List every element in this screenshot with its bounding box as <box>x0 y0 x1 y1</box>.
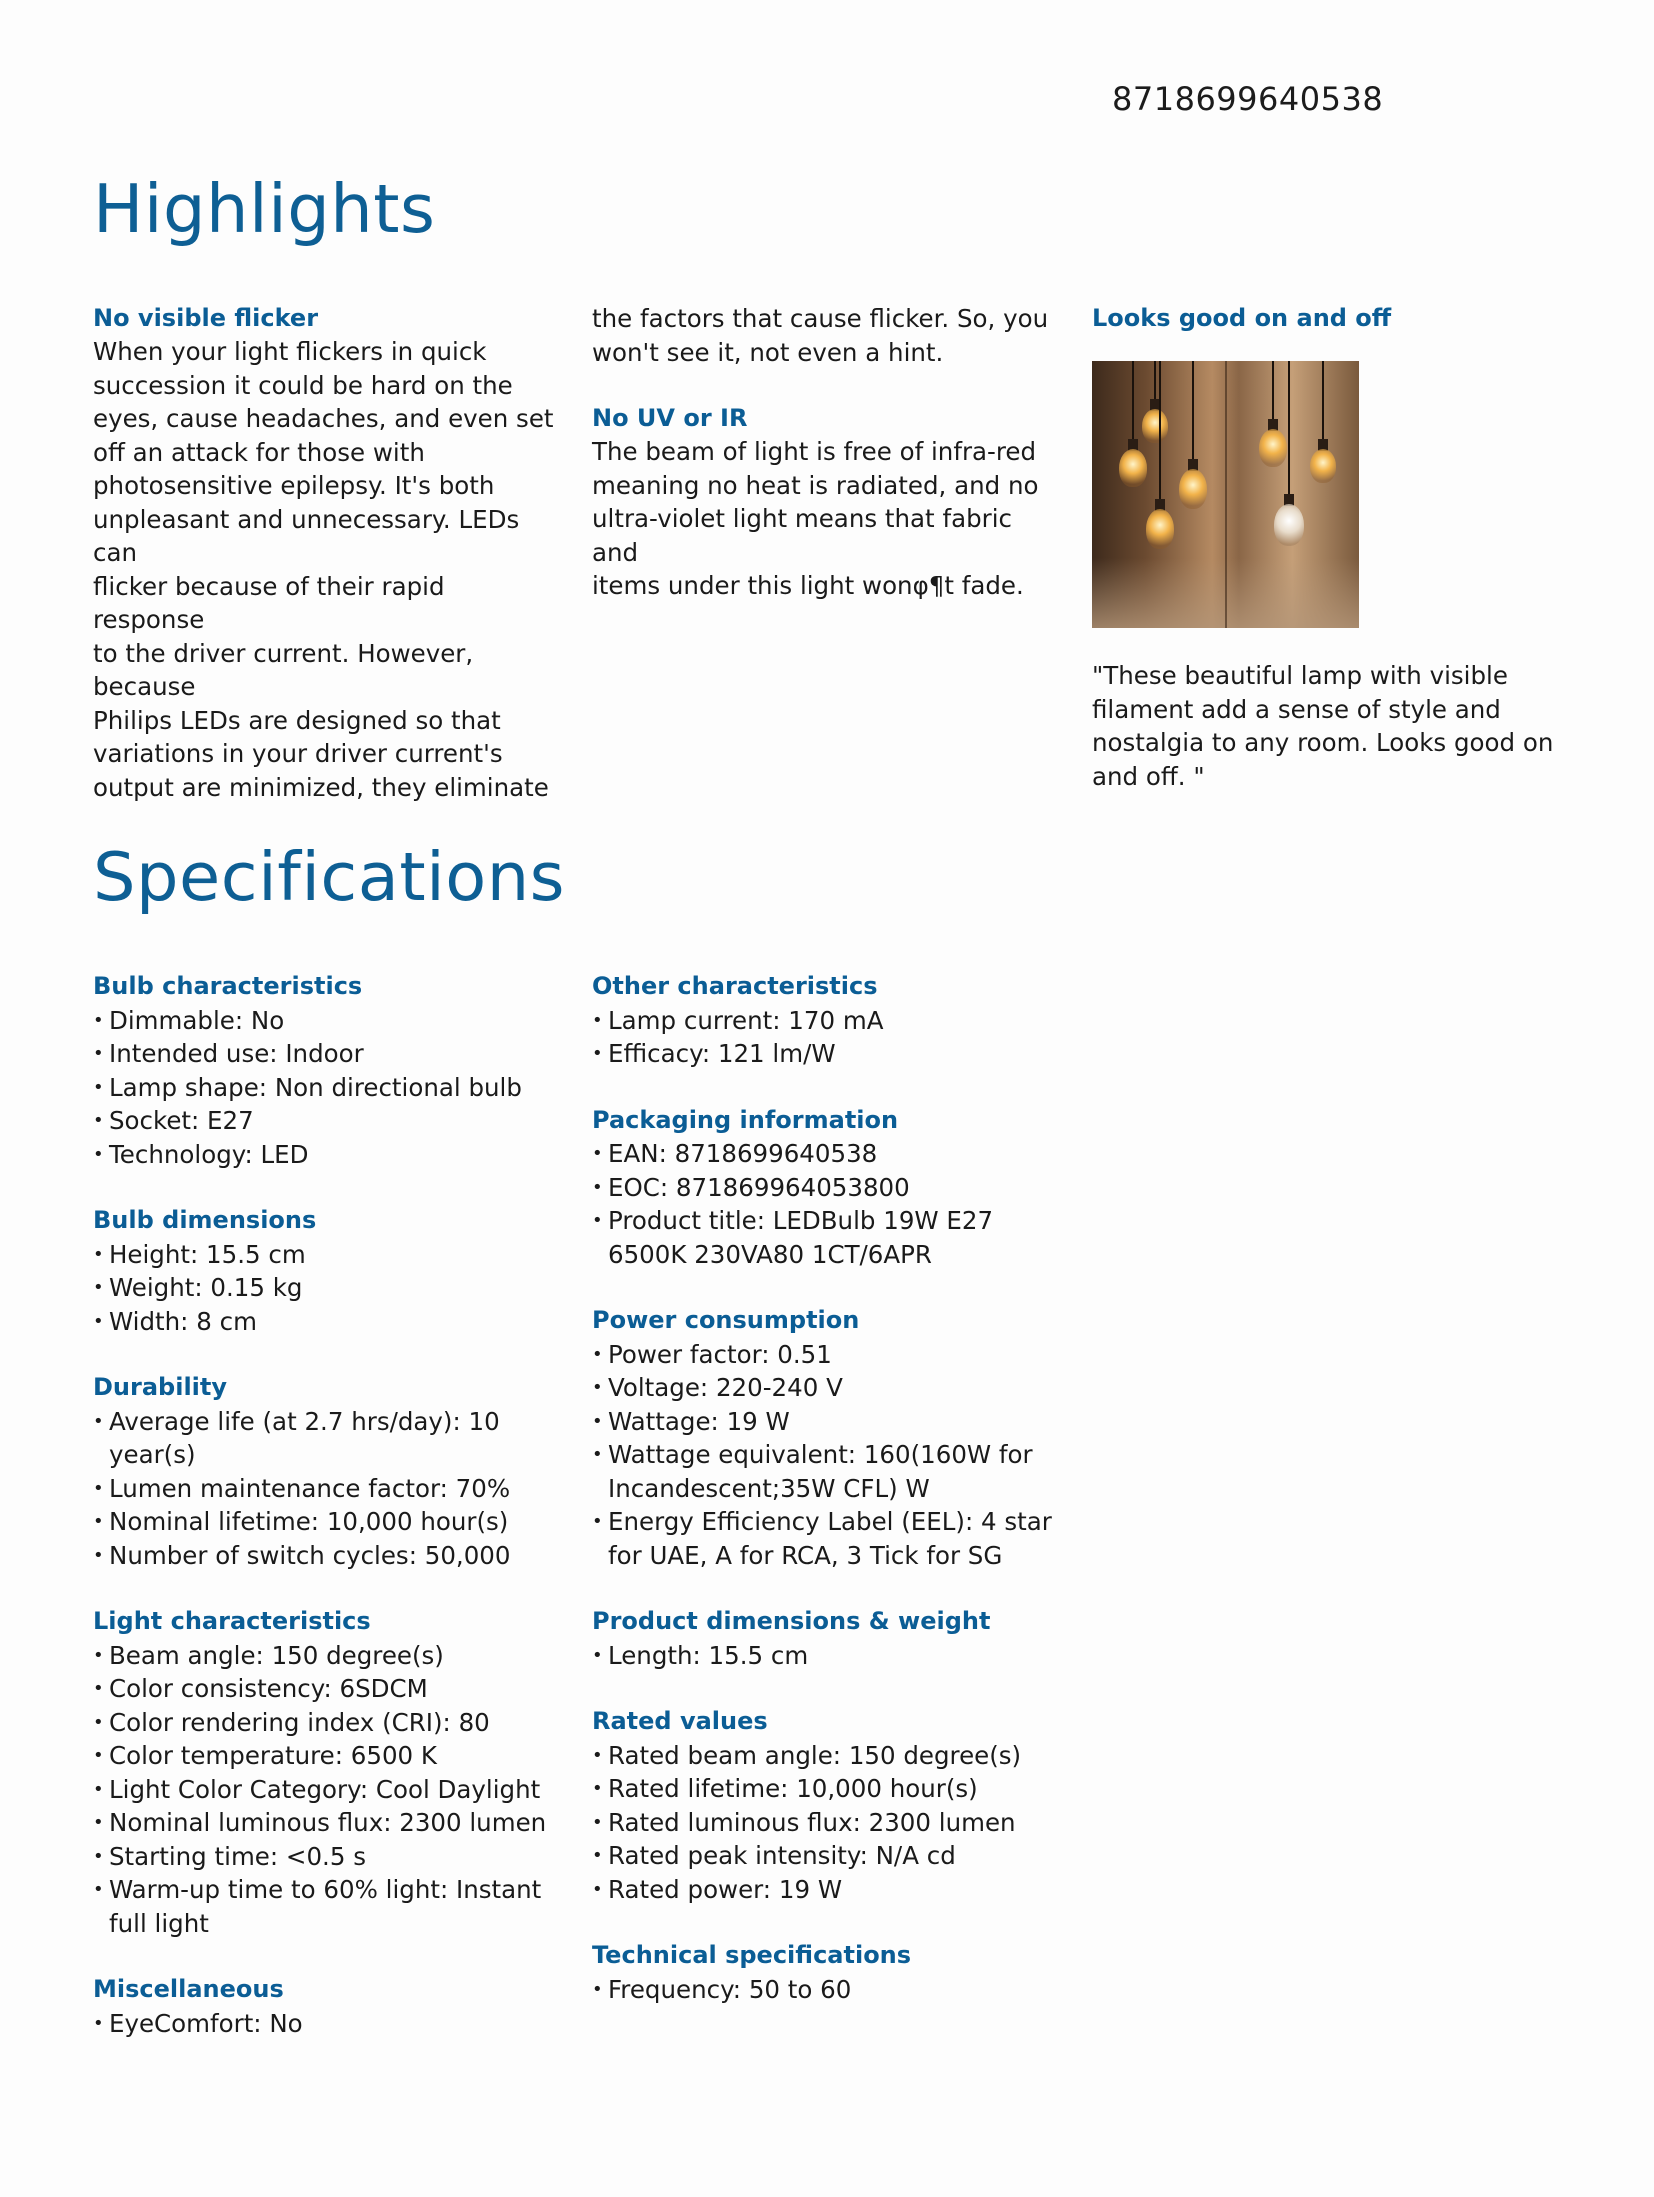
text-line: photosensitive epilepsy. It's both <box>93 471 495 500</box>
text-line: unpleasant and unnecessary. LEDs can <box>93 504 520 567</box>
product-ean: 8718699640538 <box>1112 80 1384 118</box>
specs-right-column <box>592 970 1112 2039</box>
text-line: Philips LEDs are designed so that <box>93 705 501 735</box>
spec-item <box>592 1405 1112 1439</box>
spec-item <box>93 1071 563 1105</box>
text-line: and off. " <box>1092 761 1205 791</box>
spec-item <box>592 1505 1112 1572</box>
pendant-bulbs-photo <box>1092 361 1359 628</box>
spec-group <box>592 1605 1112 1672</box>
spec-item-line: • Average life (at 2.7 hrs/day): 10 <box>109 1406 500 1436</box>
spec-list <box>592 1639 1112 1673</box>
spec-list <box>592 1973 1112 2007</box>
spec-group <box>93 1605 563 1940</box>
highlight-looks <box>1092 302 1562 335</box>
spec-item <box>592 1137 1112 1171</box>
text-line: output are minimized, they eliminate <box>93 772 549 802</box>
spec-item <box>93 1672 563 1706</box>
spec-group <box>592 1304 1112 1572</box>
looks-quote <box>1092 659 1562 793</box>
spec-item <box>93 1138 563 1172</box>
spec-item <box>93 1305 563 1339</box>
spec-item-line: • Socket: E27 <box>109 1106 254 1135</box>
spec-item <box>93 1037 563 1071</box>
spec-group <box>93 1204 563 1338</box>
spec-group <box>592 1705 1112 1906</box>
text-line: When your light flickers in quick <box>93 337 487 366</box>
spec-item <box>592 1806 1112 1840</box>
spec-group-heading: Light characteristics <box>93 1607 371 1635</box>
spec-list <box>592 1137 1112 1271</box>
spec-list <box>592 1338 1112 1573</box>
spec-item <box>93 1472 563 1506</box>
spec-item <box>93 1104 563 1138</box>
flicker-text <box>93 335 563 804</box>
spec-group <box>93 1973 563 2040</box>
text-line: succession it could be hard on the <box>93 370 513 400</box>
spec-group-heading: Durability <box>93 1373 228 1401</box>
spec-item <box>592 1973 1112 2007</box>
spec-list <box>592 1004 1112 1071</box>
spec-item <box>592 1338 1112 1372</box>
highlights-title: Highlights <box>93 170 436 248</box>
uv-text <box>592 435 1062 603</box>
spec-group-heading: Power consumption <box>592 1306 860 1334</box>
specifications-title: Specifications <box>93 838 566 916</box>
spec-item <box>592 1839 1112 1873</box>
spec-item <box>592 1873 1112 1907</box>
spec-item <box>592 1438 1112 1505</box>
text-line: "These beautiful lamp with visible <box>1092 661 1508 690</box>
spec-group-heading: Rated values <box>592 1707 768 1735</box>
spec-item-line: • Number of switch cycles: 50,000 <box>109 1540 511 1570</box>
spec-group-heading: Bulb characteristics <box>93 972 363 1000</box>
spec-group-heading: Packaging information <box>592 1105 899 1134</box>
spec-item-line: • Weight: 0.15 kg <box>109 1273 303 1302</box>
text-line: items under this light wonφ¶t fade. <box>592 571 1024 600</box>
spec-list <box>93 1004 563 1172</box>
spec-item-line: • Voltage: 220-240 V <box>608 1373 843 1402</box>
spec-item-line: • Rated peak intensity: N/A cd <box>608 1841 956 1870</box>
spec-item-line: • Starting time: <0.5 s <box>109 1841 366 1871</box>
spec-list <box>93 1405 563 1573</box>
spec-group <box>592 1939 1112 2006</box>
spec-group <box>592 1104 1112 1272</box>
spec-list <box>93 1238 563 1339</box>
spec-item-line: • Product title: LEDBulb 19W E27 <box>608 1206 994 1235</box>
spec-item-line: • Lamp current: 170 mA <box>608 1005 884 1035</box>
spec-item-line: • EyeComfort: No <box>109 2008 303 2038</box>
spec-item <box>93 1539 563 1573</box>
spec-item <box>93 1773 563 1807</box>
text-line: meaning no heat is radiated, and no <box>592 470 1039 500</box>
spec-item <box>93 1840 563 1874</box>
spec-group-heading: Product dimensions & weight <box>592 1607 991 1635</box>
spec-item <box>93 1873 563 1940</box>
spec-group <box>93 1371 563 1572</box>
spec-item <box>93 1004 563 1038</box>
spec-item-line: • Wattage: 19 W <box>608 1406 790 1436</box>
spec-item-line: • Height: 15.5 cm <box>109 1239 306 1269</box>
spec-item-line: • Wattage equivalent: 160(160W for <box>608 1440 1033 1469</box>
spec-item-line: • Color temperature: 6500 K <box>109 1741 437 1770</box>
looks-heading: Looks good on and off <box>1092 304 1392 332</box>
text-line: off an attack for those with <box>93 437 425 467</box>
spec-item-line: • Frequency: 50 to 60 <box>608 1974 852 2004</box>
spec-item-line: • Efficacy: 121 lm/W <box>608 1039 836 1068</box>
spec-item <box>93 1405 563 1472</box>
spec-item-line: • Power factor: 0.51 <box>608 1339 832 1369</box>
spec-item-line: for UAE, A for RCA, 3 Tick for SG <box>608 1540 1003 1570</box>
spec-group-heading: Miscellaneous <box>93 1975 284 2003</box>
looks-quote-wrap <box>1092 659 1562 793</box>
spec-group <box>93 970 563 1171</box>
spec-item-line: Incandescent;35W CFL) W <box>608 1473 930 1503</box>
text-line: ultra-violet light means that fabric and <box>592 504 1012 567</box>
spec-item-line: • Nominal lifetime: 10,000 hour(s) <box>109 1507 509 1536</box>
spec-group-heading: Other characteristics <box>592 972 878 1000</box>
spec-item <box>592 1004 1112 1038</box>
text-line: nostalgia to any room. Looks good on <box>1092 728 1554 757</box>
text-line: variations in your driver current's <box>93 739 503 768</box>
text-line: to the driver current. However, because <box>93 638 474 701</box>
spec-item-line: 6500K 230VA80 1CT/6APR <box>608 1239 932 1269</box>
spec-item-line: • EAN: 8718699640538 <box>608 1139 878 1168</box>
spec-item <box>93 2007 563 2041</box>
spec-item-line: • Lumen maintenance factor: 70% <box>109 1473 511 1503</box>
spec-item-line: • Width: 8 cm <box>109 1306 257 1336</box>
highlight-flicker <box>93 302 563 804</box>
spec-item-line: full light <box>109 1908 209 1938</box>
spec-item-line: year(s) <box>109 1440 196 1469</box>
spec-item-line: • Warm-up time to 60% light: Instant <box>109 1875 542 1904</box>
spec-item-line: • Color rendering index (CRI): 80 <box>109 1707 490 1737</box>
spec-list <box>592 1739 1112 1907</box>
spec-item <box>93 1639 563 1673</box>
text-line: won't see it, not even a hint. <box>592 337 944 367</box>
spec-list <box>93 1639 563 1941</box>
spec-item-line: • Length: 15.5 cm <box>608 1640 809 1670</box>
spec-item <box>592 1639 1112 1673</box>
text-line: the factors that cause flicker. So, you <box>592 304 1049 333</box>
spec-item <box>592 1772 1112 1806</box>
specs-left-column <box>93 970 563 2073</box>
spec-item <box>592 1171 1112 1205</box>
spec-item-line: • Light Color Category: Cool Daylight <box>109 1774 541 1804</box>
spec-item <box>592 1037 1112 1071</box>
flicker-text-continued <box>592 302 1062 369</box>
spec-list <box>93 2007 563 2041</box>
spec-item <box>592 1204 1112 1271</box>
text-line: The beam of light is free of infra-red <box>592 437 1037 466</box>
spec-item <box>93 1238 563 1272</box>
spec-group <box>592 970 1112 1071</box>
spec-group-heading: Technical specifications <box>592 1941 912 1969</box>
spec-item <box>592 1739 1112 1773</box>
spec-item-line: • EOC: 871869964053800 <box>608 1172 910 1202</box>
text-line: filament add a sense of style and <box>1092 694 1501 724</box>
highlight-uv-column <box>592 302 1062 603</box>
spec-item-line: • Beam angle: 150 degree(s) <box>109 1640 444 1670</box>
spec-item <box>93 1505 563 1539</box>
spec-item-line: • Lamp shape: Non directional bulb <box>109 1072 522 1102</box>
spec-item-line: • Nominal luminous flux: 2300 lumen <box>109 1808 547 1837</box>
uv-heading: No UV or IR <box>592 404 748 432</box>
spec-item-line: • Rated beam angle: 150 degree(s) <box>608 1740 1022 1770</box>
spec-item <box>93 1806 563 1840</box>
spec-item <box>93 1739 563 1773</box>
text-line: flicker because of their rapid response <box>93 571 445 634</box>
text-line: eyes, cause headaches, and even set <box>93 404 554 433</box>
spec-item <box>93 1706 563 1740</box>
spec-item-line: • Energy Efficiency Label (EEL): 4 star <box>608 1507 1052 1536</box>
spec-item <box>93 1271 563 1305</box>
spec-item-line: • Color consistency: 6SDCM <box>109 1674 428 1703</box>
spec-item-line: • Rated power: 19 W <box>608 1874 843 1904</box>
spec-item <box>592 1371 1112 1405</box>
spec-item-line: • Rated lifetime: 10,000 hour(s) <box>608 1774 978 1803</box>
spec-item-line: • Dimmable: No <box>109 1005 285 1035</box>
spec-item-line: • Rated luminous flux: 2300 lumen <box>608 1807 1016 1837</box>
spec-item-line: • Technology: LED <box>109 1139 309 1169</box>
spec-group-heading: Bulb dimensions <box>93 1206 317 1234</box>
flicker-heading: No visible flicker <box>93 304 319 332</box>
spec-item-line: • Intended use: Indoor <box>109 1039 364 1068</box>
